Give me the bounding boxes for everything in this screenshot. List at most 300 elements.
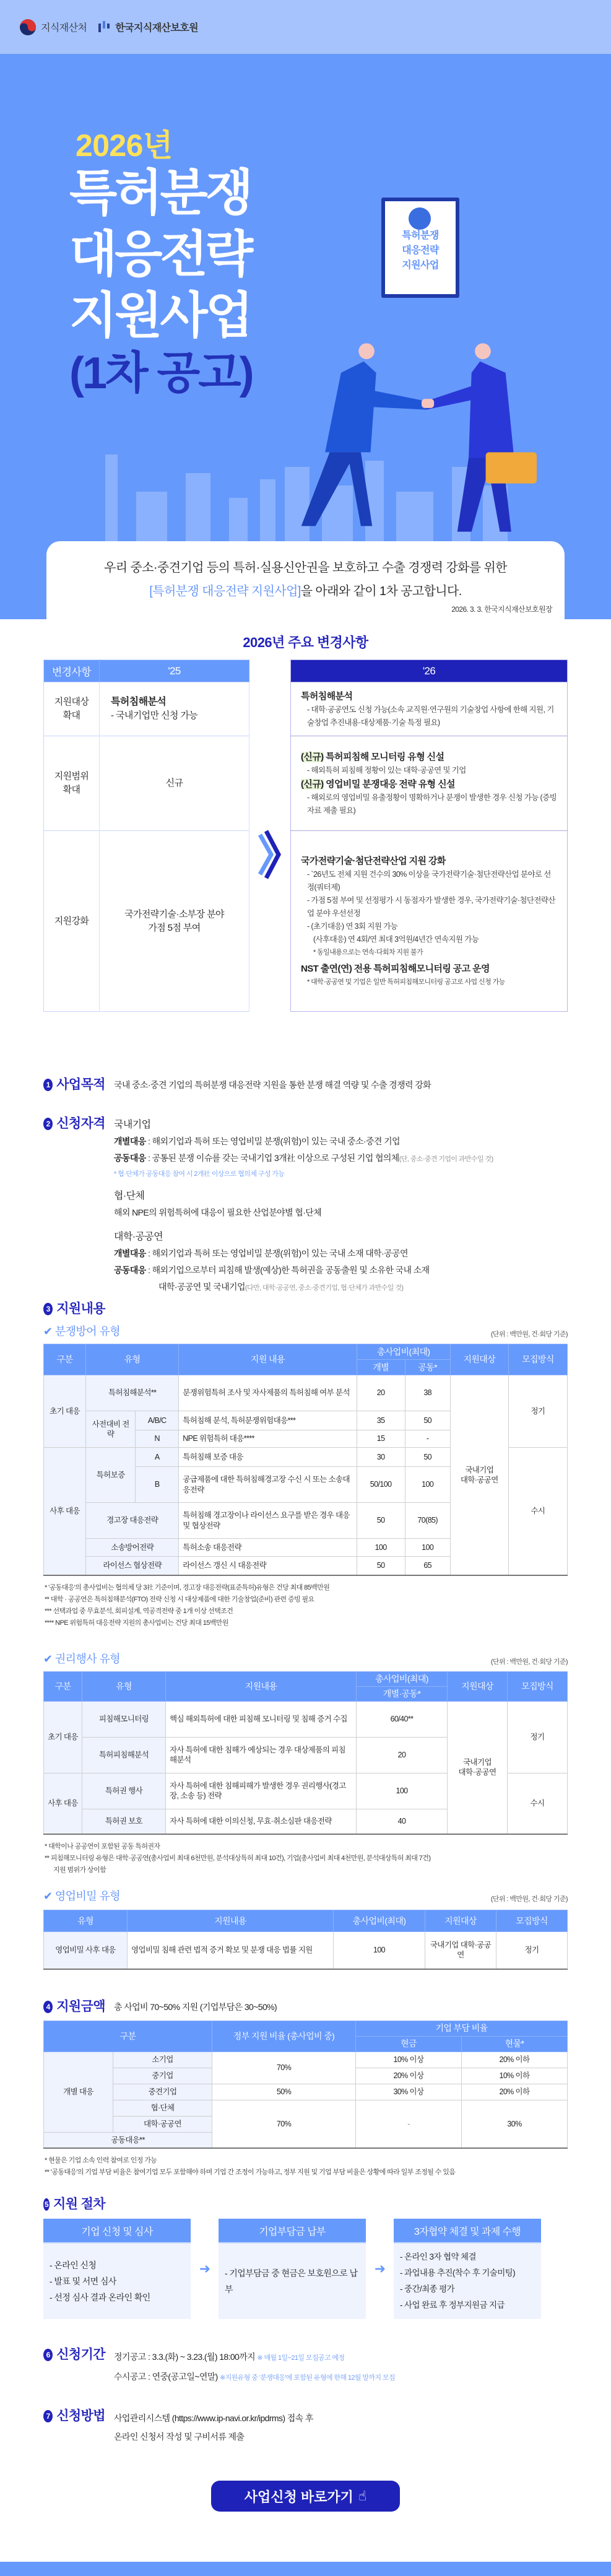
column-header: 현물*	[462, 2036, 568, 2052]
cell-text: - 온라인 신청	[50, 2260, 97, 2270]
column-header: 구분	[44, 2021, 212, 2052]
cell-text: 자사 특허에 대한 침해가 예상되는 경우 대상제품의 피침해분석	[166, 1737, 357, 1773]
layout-block	[291, 736, 568, 831]
layout-block	[475, 343, 491, 359]
cell-text: A/B/C	[136, 1411, 179, 1430]
procedure-step	[43, 2219, 191, 2319]
cell-text: 3자협약 체결 및 과제 수행	[394, 2219, 541, 2243]
cell-text: 20% 이상	[356, 2068, 462, 2084]
subsection-title: 권리행사 유형	[54, 1652, 121, 1665]
table-cell	[450, 1375, 508, 1575]
cell-text: A	[136, 1448, 179, 1467]
item-text: : 해외기업으로부터 피침해 발생(예상)한 특허권을 공동출원 및 소유한 국내 소재	[145, 1265, 430, 1275]
layout-block	[219, 2243, 366, 2319]
table-cell	[291, 736, 568, 831]
cell-text: 소송방어전략	[86, 1539, 179, 1557]
column-header: 유형	[44, 1910, 128, 1932]
change-label: 지원범위 확대	[44, 736, 100, 831]
apply-button-label: 사업신청 바로가기	[244, 2489, 353, 2505]
unit-note: (단위 : 백만원, 건·회당 기준)	[490, 1895, 568, 1903]
layout-block	[301, 452, 373, 526]
new-tag: (신규)	[301, 778, 324, 790]
layout-block	[46, 580, 565, 603]
cell-text: 특허피침해분석	[82, 1737, 166, 1773]
table-cell	[291, 682, 568, 736]
column-header: 기업 부담 비율	[356, 2021, 568, 2036]
cell-text: 정기	[508, 1701, 568, 1773]
section-purpose	[43, 1077, 568, 1092]
cell-text: 10% 이상	[356, 2052, 462, 2068]
cell-text: *** 선택과업 중 무효분석, 회피설계, 역공격전략 중 1개 이상 선택조건	[45, 1607, 233, 1615]
section-label: 지원내용	[56, 1302, 105, 1316]
hero-title: 대응전략	[69, 227, 251, 282]
cell-text: 특허소송 대응전략	[179, 1539, 357, 1557]
cell-text: NPE 위험특허 대응****	[179, 1430, 357, 1448]
cell-text: 대학·공공연	[460, 1475, 498, 1484]
hero-year: 2026년	[76, 128, 173, 163]
item-key: 공동대응	[114, 1153, 146, 1163]
section-number: 2	[43, 1118, 53, 1130]
prev-title: 국가전략기술·소부장 분야 가점 5점 부여	[100, 831, 249, 1012]
procedure-steps	[43, 2219, 568, 2319]
section-number: 6	[43, 2349, 53, 2361]
section-number: 3	[43, 1303, 53, 1315]
cell-text: 70(85)	[405, 1503, 450, 1539]
cell-text: 대학·공공연	[113, 2116, 212, 2132]
cell-text: 피침해모니터링	[82, 1701, 166, 1737]
layout-block	[114, 1150, 493, 1168]
section-number: 5	[43, 2198, 50, 2211]
cell-text: 20	[357, 1737, 448, 1773]
section-period	[43, 2348, 568, 2387]
item-text: 해외 NPE의 위험특허에 대응이 필요한 산업분야별 협·단체	[114, 1208, 322, 1217]
cell-text: 100	[405, 1539, 450, 1557]
column-header: 개별·공동*	[357, 1686, 448, 1701]
cell-text: 지원 범위가 상이함	[53, 1866, 106, 1874]
hero-title: 특허분쟁	[69, 165, 251, 220]
column-header: 총사업비(최대)	[357, 1344, 450, 1360]
column-header: 총사업비(최대)	[334, 1910, 425, 1932]
subsection-title: 분쟁방어 유형	[54, 1325, 121, 1338]
cell-text: 자사 특허에 대한 이의신청, 무효·취소심판 대응전략	[166, 1809, 357, 1834]
layout-block	[43, 2243, 191, 2319]
column-header: 지원대상	[450, 1344, 508, 1375]
item-note: (단, 중소·중견 기업이 과반수일 것)	[399, 1155, 493, 1163]
layout-block	[260, 479, 275, 541]
board-text: 대응전략	[402, 245, 439, 256]
prev-sub: - 국내기업만 신청 가능	[111, 710, 198, 721]
section-label: 지원금액	[56, 1999, 105, 2014]
layout-block	[43, 1325, 568, 1339]
chevron-right-icon	[249, 659, 290, 1050]
cell-text: 100	[357, 1773, 448, 1809]
board-text: 지원사업	[402, 260, 439, 271]
layout-block	[186, 473, 210, 541]
cell-text: 협·단체	[113, 2100, 212, 2116]
new-sub: (사후대응) 연 4회/연 최대 3억원/4년간 연속지원 가능	[313, 934, 479, 944]
cell-text: B	[136, 1467, 179, 1503]
kipra-logo	[98, 20, 198, 34]
cell-text: 정기	[496, 1932, 568, 1969]
layout-block	[44, 660, 249, 1012]
column-header: 지원내용	[128, 1910, 334, 1932]
cell-text: 공동대응**	[44, 2132, 212, 2148]
column-header: 지원대상	[448, 1671, 508, 1701]
column-header: 유형	[82, 1671, 166, 1701]
cell-text: 대학·공공연	[458, 1768, 496, 1777]
layout-block	[43, 1887, 120, 1904]
layout-block	[43, 1650, 120, 1666]
column-header: 모집방식	[496, 1910, 568, 1932]
cell-text: -	[356, 2100, 462, 2148]
table-cell	[100, 682, 249, 736]
cell-text: 기업부담금 납부	[219, 2219, 366, 2243]
layout-block	[105, 455, 118, 541]
new-sub: - 해외특허 피침해 정황이 있는 대학·공공연 및 기업	[307, 765, 466, 775]
cell-text: * '공동대응'의 총사업비는 협의체 당 3社 기준이며, 경고장 대응전략(표준특허)유형은 건당 최대 85백만원	[45, 1583, 330, 1591]
column-header: 총사업비(최대)	[357, 1671, 448, 1686]
layout-block	[44, 660, 249, 682]
changes-comparison	[43, 659, 568, 1050]
cell-text: 100	[357, 1539, 405, 1557]
layout-block	[43, 1653, 568, 1666]
cell-text: 특허보증	[86, 1448, 136, 1503]
cell-text: 50	[405, 1448, 450, 1467]
apply-button[interactable]	[211, 2481, 400, 2512]
cell-text: - 사업 완료 후 정부지원금 지급	[400, 2300, 505, 2310]
new-sub: * 동일내용으로는 연속·다회차 지원 불가	[313, 948, 423, 956]
table-cell	[448, 1701, 508, 1834]
changes-title: 2026년 주요 변경사항	[243, 635, 368, 650]
layout-block	[325, 362, 376, 453]
cell-text: 30% 이상	[356, 2084, 462, 2100]
layout-block	[44, 682, 249, 736]
section-eligibility	[43, 1116, 568, 1297]
layout-block	[114, 2409, 313, 2446]
cell-text: 기업 신청 및 심사	[43, 2219, 191, 2243]
column-header: 현금	[356, 2036, 462, 2052]
prev-title: 특허침해분석	[111, 697, 167, 707]
section-label: 신청기간	[56, 2348, 105, 2362]
section-procedure	[43, 2197, 568, 2212]
cell-text: 사후 대응	[44, 1773, 82, 1834]
new-sub: - 해외로의 영업비밀 유출정황이 명확하거나 분쟁이 발생한 경우 신청 가능 (증빙자료 제출 필요)	[307, 793, 557, 815]
layout-block	[44, 1344, 568, 1575]
ipo-logo	[19, 18, 87, 37]
column-header: 정부 지원 비율 (총사업비 중)	[212, 2021, 356, 2052]
cell-text: 100	[334, 1932, 425, 1969]
cell-text: - 온라인 3자 협약 체결	[400, 2252, 476, 2261]
board-text: 특허분쟁	[402, 230, 439, 241]
section-label: 사업목적	[56, 1077, 105, 1092]
layout-block	[44, 2021, 568, 2148]
method-text: 온라인 신청서 작성 및 구비서류 제출	[114, 2432, 245, 2442]
defense-type-table	[43, 1344, 568, 1576]
group-title: 국내기업	[114, 1120, 151, 1130]
amount-text: 총 사업비 70~50% 지원 (기업부담은 30~50%)	[114, 2001, 277, 2012]
cell-text: 70%	[212, 2052, 356, 2084]
cell-text: 특허권 행사	[82, 1773, 166, 1809]
new-title: 특허침해분석	[301, 690, 353, 702]
layout-block	[291, 831, 568, 1012]
new-title: 특허피침해 모니터링 유형 신설	[326, 751, 444, 762]
section-label: 지원 절차	[53, 2197, 105, 2211]
footnotes	[45, 1841, 566, 1876]
table-row	[44, 1701, 568, 1737]
layout-block	[301, 777, 557, 791]
column-header: 지원내용	[166, 1671, 357, 1701]
hero-subtitle: (1차 공고)	[69, 349, 253, 398]
cell-text: 50	[357, 1557, 405, 1575]
layout-block	[114, 1245, 493, 1262]
change-label: 지원강화	[44, 831, 100, 1012]
cell-text: 50	[405, 1411, 450, 1430]
changes-2026-table	[290, 659, 568, 1012]
cell-text: - 발표 및 서면 심사	[50, 2276, 116, 2286]
column-header: 지원대상	[425, 1910, 496, 1932]
cell-text: 특허침해분석**	[86, 1375, 179, 1411]
cell-text: 사후 대응	[44, 1448, 86, 1575]
layout-block	[114, 2367, 395, 2387]
cell-text: 라이선스 갱신 시 대응전략	[179, 1557, 357, 1575]
cell-text: N	[136, 1430, 179, 1448]
new-sub: - `26년도 전체 지원 건수의 30% 이상을 국가전략기술·첨단전략산업 분야로 선정(쿼터제)	[307, 869, 551, 892]
layout-block	[44, 1910, 568, 1932]
cell-text: 38	[405, 1375, 450, 1411]
cell-text: 100	[405, 1467, 450, 1503]
layout-block	[43, 1999, 105, 2014]
layout-block	[43, 1302, 105, 1316]
layout-block	[136, 492, 167, 541]
footer-bar	[0, 2562, 611, 2576]
layout-block	[44, 1671, 568, 1834]
layout-block	[44, 831, 249, 1012]
table-row	[44, 2084, 568, 2100]
new-sub: - (초기대응) 연 3회 지원 가능	[307, 921, 398, 931]
section-number: 7	[43, 2410, 53, 2422]
cell-text: 국내기업	[465, 1465, 494, 1474]
kipra-mark-icon	[98, 21, 111, 33]
check-icon: ✔	[43, 1652, 55, 1665]
change-label: 지원대상 확대	[44, 682, 100, 736]
layout-block	[44, 736, 249, 831]
column-header: 구분	[44, 1344, 86, 1375]
cell-text: 30	[357, 1448, 405, 1467]
cell-text: 자사 특허에 대한 침해피해가 발생한 경우 권리행사(경고장, 소송 등) 전략	[166, 1773, 357, 1809]
cell-text: 특허침해 경고장이나 라이선스 요구를 받은 경우 대응 및 협상전략	[179, 1503, 357, 1539]
cell-text: 35	[357, 1411, 405, 1430]
org-name: 지식재산처	[41, 23, 87, 33]
cell-text: 국내기업	[463, 1758, 492, 1767]
handshake-illustration	[279, 339, 551, 543]
layout-block	[103, 21, 105, 28]
col-header: '25	[100, 660, 249, 682]
section-amount	[43, 1999, 568, 2014]
cell-text: - 기업부담금 중 현금은 보호원으로 납부	[225, 2268, 358, 2294]
cell-text: 경고장 대응전략	[86, 1503, 179, 1539]
section-support	[43, 1302, 568, 1316]
procedure-step	[394, 2219, 541, 2319]
cell-text: -	[405, 1430, 450, 1448]
cell-text: - 선정 심사 결과 온라인 확인	[50, 2292, 150, 2302]
cell-text: 초기 대응	[44, 1375, 86, 1448]
column-header: 구분	[44, 1671, 82, 1701]
cell-text: 개별 대응	[44, 2052, 113, 2132]
layout-block	[43, 1890, 568, 1904]
layout-block	[43, 1323, 120, 1339]
header-bar	[0, 0, 611, 54]
cell-text: 20% 이하	[462, 2052, 568, 2068]
taegeuk-icon	[19, 18, 37, 37]
new-sub: - 대학·공공연도 신청 가능(소속 교직원·연구원의 기술창업 사항에 한해 지원, 기술창업 추진내용·대상제품·기술 특정 필요)	[307, 705, 554, 727]
cell-text: 국내기업 대학·공공연	[425, 1932, 496, 1969]
arrow-right-icon: ➜	[374, 2261, 386, 2276]
section-number: 1	[43, 1079, 53, 1091]
layout-block	[114, 2348, 395, 2387]
cell-text: 40	[357, 1809, 448, 1834]
group-title: 협·단체	[114, 1191, 145, 1201]
layout-block	[114, 1133, 493, 1150]
layout-block	[43, 2197, 105, 2212]
changes-2025-table	[43, 659, 249, 1012]
procedure-step	[219, 2219, 366, 2319]
cell-text: 특허침해 보증 대응	[179, 1448, 357, 1467]
cell-text: **** NPE 위험특허 대응전략 지원의 총사업비는 건당 최대 15백만원	[45, 1619, 228, 1627]
layout-block	[114, 1279, 493, 1297]
section-method	[43, 2409, 568, 2446]
table-row	[44, 2100, 568, 2116]
prev-title: 신규	[100, 736, 249, 831]
item-text: : 공통된 분쟁 이슈를 갖는 국내기업 3개社 이상으로 구성된 기업 협의체	[145, 1153, 399, 1163]
cell-text: * 대학이나 공공연이 포함된 공동 특허권자	[45, 1843, 160, 1850]
check-icon: ✔	[43, 1325, 55, 1338]
layout-block	[114, 1116, 493, 1297]
layout-block	[486, 452, 537, 483]
cell-text: 라이선스 협상전략	[86, 1557, 179, 1575]
table-row	[44, 2052, 568, 2068]
column-header: 공동*	[405, 1360, 450, 1375]
item-note: * 협·단체가 공동대응 참여 시 2개社 이상으로 협의체 구성 가능	[114, 1170, 285, 1178]
layout-block	[291, 660, 568, 682]
column-header: 개별	[357, 1360, 405, 1375]
intro-card	[46, 541, 565, 619]
new-tag: (신규)	[301, 751, 324, 762]
layout-block	[43, 1077, 105, 1092]
new-sub: * 대학·공공연 및 기업은 일반 특허피침해모니터링 공고로 사업 신청 가능	[307, 978, 505, 986]
cell-text: 영업비밀 침해 관련 법적 증거 확보 및 분쟁 대응 법률 지원	[128, 1932, 334, 1969]
amount-table	[43, 2021, 568, 2149]
table-cell	[291, 831, 568, 1012]
new-title: NST 출연(연) 전용 특허피침해모니터링 공고 운영	[301, 963, 490, 974]
cell-text: ** 피침해모니터링 유형은 대학·공공연(총사업비 최대 6천만원, 분석대상특허 최대 10건), 기업(총사업비 최대 4천만원, 분석대상특허 최대 7건)	[45, 1855, 431, 1862]
cell-text: ** '공동대응'의 기업 부담 비율은 참여기업 모두 포함해야 하며 기업 간 조정이 가능하고, 정부 지원 및 기업 부담 비율은 상황에 따라 일부 조정될 수 있음	[45, 2169, 456, 2176]
cell-text: 공급제품에 대한 특허침해경고장 수신 시 또는 소송대응전략	[179, 1467, 357, 1503]
item-note: (다만, 대학·공공연, 중소·중견기업, 협·단체가 과반수일 것)	[245, 1284, 404, 1292]
method-text[interactable]: 사업관리시스템 (https://www.ip-navi.or.kr/ipdrms) 접속 후	[114, 2413, 313, 2423]
cell-text: - 과업내용 추진(착수 후 기술미팅)	[400, 2268, 516, 2278]
item-text: 대학·공공연 및 국내기업	[158, 1282, 245, 1292]
section-number: 4	[43, 2001, 53, 2013]
signature: 2026. 3. 3. 한국지식재산보호원장	[451, 605, 552, 614]
clipboard-illustration	[381, 198, 459, 298]
cell-text: 특허권 보호	[82, 1809, 166, 1834]
layout-block	[258, 829, 282, 881]
column-header: 모집방식	[508, 1344, 567, 1375]
layout-block	[98, 24, 101, 32]
check-icon: ✔	[43, 1890, 55, 1902]
intro-line: 을 아래와 같이 1차 공고합니다.	[300, 585, 462, 598]
cell-text: 중견기업	[113, 2084, 212, 2100]
cell-text: 15	[357, 1430, 405, 1448]
cell-text: 수시	[508, 1448, 567, 1575]
arrow-right-icon: ➜	[199, 2261, 210, 2276]
globe-icon	[409, 207, 431, 230]
cell-text: 특허침해 분석, 특허분쟁위험대응***	[179, 1411, 357, 1430]
cell-text: 초기 대응	[44, 1701, 82, 1773]
table-row	[44, 1932, 568, 1969]
item-key: 공동대응	[114, 1265, 146, 1275]
col-header: 변경사항	[44, 660, 100, 682]
layout-block	[44, 1910, 568, 1969]
unit-note: (단위 : 백만원, 건·회당 기준)	[490, 1331, 568, 1338]
layout-block	[422, 399, 434, 408]
layout-block	[107, 24, 110, 28]
hero-banner	[0, 54, 611, 619]
cell-text: 50	[357, 1503, 405, 1539]
org-name: 한국지식재산보호원	[115, 23, 198, 33]
cell-text: - 중간/최종 평가	[400, 2284, 454, 2294]
period-note: ※지원유형 중 '분쟁대응'에 포함된 유형에 한해 12월 말까지 모집	[220, 2374, 395, 2382]
column-header: 유형	[86, 1344, 179, 1375]
layout-block	[291, 682, 568, 736]
cell-text: 영업비밀 사후 대응	[44, 1932, 128, 1969]
regular-period: 정기공고 : 3.3.(화) ~ 3.23.(월) 18:00까지	[114, 2352, 256, 2362]
layout-block	[43, 1116, 105, 1131]
cell-text: 사전대비 전략	[86, 1411, 136, 1448]
layout-block	[43, 2409, 105, 2424]
layout-block	[469, 362, 514, 458]
cell-text: 분쟁위험특허 조사 및 자사제품의 특허침해 여부 분석	[179, 1375, 357, 1411]
layout-block	[114, 1262, 493, 1279]
cell-text: ** 대학 · 공공연은 특허침해분석(FTO) 전략 신청 시 대상제품에 대한 기술창업(준비) 관련 증빙 필요	[45, 1595, 314, 1603]
column-header: 지원 내용	[179, 1344, 357, 1375]
period-note: ※ 매월 1일~21일 모집공고 예정	[257, 2354, 345, 2362]
rolling-period: 수시공고 : 연중(공고일~연말)	[114, 2372, 218, 2382]
layout-block	[229, 498, 248, 541]
table-row	[44, 1375, 568, 1411]
column-header: 모집방식	[508, 1671, 568, 1701]
item-key: 개별대응	[114, 1136, 146, 1146]
cell-text: 20	[357, 1375, 405, 1411]
cell-text: 정기	[508, 1375, 567, 1448]
item-text: : 해외기업과 특허 또는 영업비밀 분쟁(위험)이 있는 국내 중소·중견 기업	[145, 1136, 400, 1146]
layout-block	[291, 660, 568, 1012]
cell-text: 소기업	[113, 2052, 212, 2068]
footnotes	[45, 2155, 566, 2178]
layout-block	[394, 2243, 541, 2319]
new-title: 영업비밀 분쟁대응 전략 유형 신설	[326, 778, 455, 790]
cell-text: 수시	[508, 1773, 568, 1834]
purpose-text: 국내 중소·중견 기업의 특허분쟁 대응전략 지원을 통한 분쟁 해결 역량 및 수출 경쟁력 강화	[114, 1080, 431, 1090]
cell-text: * 현물은 기업 소속 인력 참여로 인정 가능	[45, 2157, 157, 2164]
layout-block	[358, 343, 375, 359]
intro-line: 우리 중소·중견기업 등의 특허·실용신안권을 보호하고 수출 경쟁력 강화를 위한	[104, 561, 507, 575]
cell-text: 50%	[212, 2084, 356, 2100]
cell-text: 60/40**	[357, 1701, 448, 1737]
unit-note: (단위 : 백만원, 건·회당 기준)	[490, 1658, 568, 1666]
new-title: 국가전략기술·첨단전략산업 지원 강화	[301, 855, 446, 866]
group-title: 대학·공공연	[114, 1232, 163, 1242]
